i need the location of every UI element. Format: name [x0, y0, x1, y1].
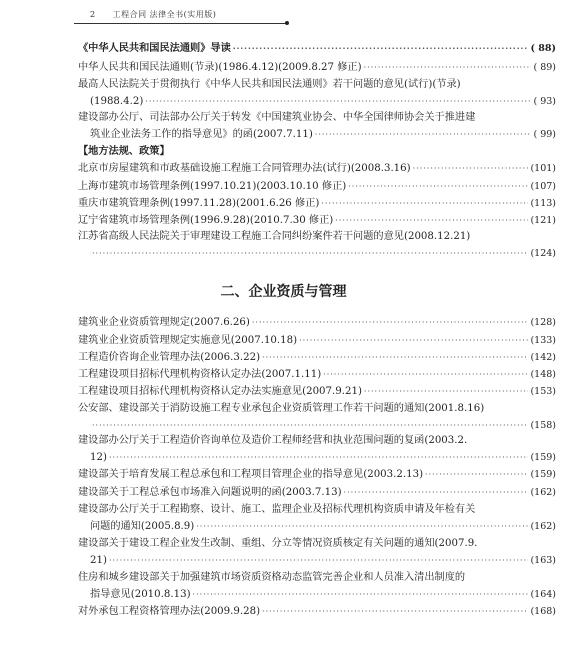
toc-entry[interactable] [78, 197, 556, 210]
dot-leader [196, 520, 528, 533]
toc-page-number: ( 99) [533, 129, 556, 140]
toc-page-number: (128) [530, 317, 556, 328]
dot-leader [344, 486, 529, 499]
toc-entry-title: 建设部关于工程总承包市场准入问题说明的函(2003.7.13) [78, 487, 342, 498]
dot-leader [323, 368, 528, 381]
toc-entry[interactable] [78, 180, 556, 193]
toc-entry[interactable] [78, 486, 556, 499]
toc-entry-title: 建设部关于培育发展工程总承包和工程项目管理企业的指导意见(2003.2.13) [78, 469, 424, 480]
toc-page-number: (113) [530, 198, 556, 209]
toc-page-number: (148) [530, 369, 556, 380]
toc-entry-title: 工程建设项目招标代理机构资格认定办法(2007.1.11) [78, 369, 322, 380]
toc-entry-title: 21) [90, 555, 107, 566]
dot-leader [145, 95, 531, 108]
dot-leader [109, 451, 529, 464]
toc-entry-title: 住房和城乡建设部关于加强建筑市场资质资格动态监管完善企业和人员准入清出制度的 [78, 572, 466, 583]
toc-entry-title: 建设部办公厅关于工程勘察、设计、施工、监理企业及招标代理机构资质申请及年检有关 [78, 504, 476, 515]
toc-entry[interactable] [78, 468, 556, 481]
toc-entry[interactable] [78, 111, 556, 141]
toc-entry-title: 指导意见(2010.8.13) [90, 589, 191, 600]
section-title: 二、企业资质与管理 [220, 284, 347, 300]
dot-leader [262, 351, 528, 364]
dot-leader [425, 468, 528, 481]
dot-leader [335, 214, 528, 227]
page-number: 2 [90, 10, 96, 19]
toc-page-number: (133) [530, 335, 556, 346]
dot-leader [413, 162, 529, 175]
dot-leader [92, 419, 528, 432]
toc-entry[interactable] [78, 162, 556, 175]
toc-page-number: ( 93) [533, 96, 556, 107]
toc-page-number: (168) [530, 606, 556, 617]
toc-page-number: (158) [530, 420, 556, 431]
toc-entry[interactable] [78, 61, 556, 74]
toc-entry[interactable] [78, 230, 556, 260]
toc-entry[interactable] [78, 351, 556, 364]
toc-page-number: (124) [530, 248, 556, 259]
dot-leader [348, 180, 528, 193]
toc-page-number: (142) [530, 352, 556, 363]
toc-page-number: (153) [530, 386, 556, 397]
dot-leader [321, 197, 528, 210]
toc-page-number: ( 88) [530, 43, 556, 54]
header-dot [285, 21, 289, 25]
dot-leader [92, 247, 528, 260]
toc-entry-title: 对外承包工程资格管理办法(2009.9.28) [78, 606, 261, 617]
toc-entry-title: 上海市建筑市场管理条例(1997.10.21)(2003.10.10 修正) [78, 181, 347, 192]
running-header [90, 9, 216, 20]
toc-entry-title: 建筑业企业资质管理规定(2007.6.26) [78, 317, 250, 328]
toc-entry-title: 中华人民共和国民法通则(节录)(1986.4.12)(2009.8.27 修正) [78, 62, 362, 73]
toc-entry-title: 12) [90, 452, 107, 463]
toc-entry-title: 辽宁省建筑市场管理条例(1996.9.28)(2010.7.30 修正) [78, 215, 334, 226]
toc-entry[interactable] [78, 368, 556, 381]
toc-page-number: (121) [530, 215, 556, 226]
toc-entry-title: 建设部办公厅关于工程造价咨询单位及造价工程师经营和执业范围问题的复函(2003.2. [78, 435, 468, 446]
toc-entry-title: 《中华人民共和国民法通则》导读 [78, 42, 231, 54]
dot-leader [109, 554, 529, 567]
toc-entry-title: 公安部、建设部关于消防设施工程专业承包企业资质管理工作若干问题的通知(2001.8.16) [78, 403, 485, 414]
toc-page-number: (159) [530, 452, 556, 463]
header-rule [74, 23, 286, 24]
toc-entry[interactable] [78, 402, 556, 432]
dot-leader [233, 42, 529, 55]
toc-entry[interactable] [78, 503, 556, 533]
toc-entry[interactable] [78, 78, 556, 108]
dot-leader [193, 588, 529, 601]
dot-leader [262, 605, 528, 618]
toc-entry[interactable] [78, 334, 556, 347]
toc-entry-title: 工程建设项目招标代理机构资格认定办法实施意见(2007.9.21) [78, 386, 362, 397]
toc-entry[interactable] [78, 537, 556, 567]
toc-entry[interactable] [78, 42, 556, 55]
toc-page-number: (163) [530, 555, 556, 566]
dot-leader [252, 316, 529, 329]
toc-entry-title: 建筑业企业资质管理规定实施意见(2007.10.18) [78, 335, 298, 346]
toc-page-number: ( 89) [533, 62, 556, 73]
toc-entry[interactable] [78, 145, 556, 158]
toc-entry[interactable] [78, 316, 556, 329]
dot-leader [299, 334, 528, 347]
dot-leader [315, 128, 532, 141]
dot-leader [364, 385, 529, 398]
toc-page-number: (101) [530, 163, 556, 174]
toc-entry[interactable] [78, 571, 556, 601]
toc-entry[interactable] [78, 385, 556, 398]
toc-entry-title: 问题的通知(2005.8.9) [90, 521, 195, 532]
toc-entry[interactable] [78, 434, 556, 464]
toc-entry-title: 北京市房屋建筑和市政基础设施工程施工合同管理办法(试行)(2008.3.16) [78, 163, 411, 174]
toc-page-number: (107) [530, 181, 556, 192]
toc-entry[interactable] [78, 605, 556, 618]
toc-entry-title: (1988.4.2) [90, 96, 144, 107]
toc-entry-title: 筑业企业法务工作的指导意见》的函(2007.7.11) [90, 129, 313, 140]
toc-page-number: (162) [530, 521, 556, 532]
toc-page-number: (164) [530, 589, 556, 600]
toc-page-number: (162) [530, 487, 556, 498]
toc-entry-title: 建设部办公厅、司法部办公厅关于转发《中国建筑业协会、中华全国律师协会关于推进建 [78, 112, 476, 123]
toc-entry-title: 重庆市建筑管理条例(1997.11.28)(2001.6.26 修正) [78, 198, 320, 209]
toc-entry-title: 最高人民法院关于贯彻执行《中华人民共和国民法通则》若干问题的意见(试行)(节录) [78, 79, 461, 90]
toc-entry-title: 工程造价咨询企业管理办法(2006.3.22) [78, 352, 261, 363]
toc-entry-title: 建设部关于建设工程企业发生改制、重组、分立等情况资质核定有关问题的通知(2007.9. [78, 538, 478, 549]
book-title: 工程合同 法律全书(实用版) [112, 10, 217, 19]
toc-entry[interactable] [78, 214, 556, 227]
toc-entry-title: 江苏省高级人民法院关于审理建设工程施工合同纠纷案件若干问题的意见(2008.12.21) [78, 231, 471, 242]
toc-entry-title: 【地方法规、政策】 [78, 145, 170, 157]
toc-page-number: (159) [530, 469, 556, 480]
dot-leader [364, 61, 532, 74]
